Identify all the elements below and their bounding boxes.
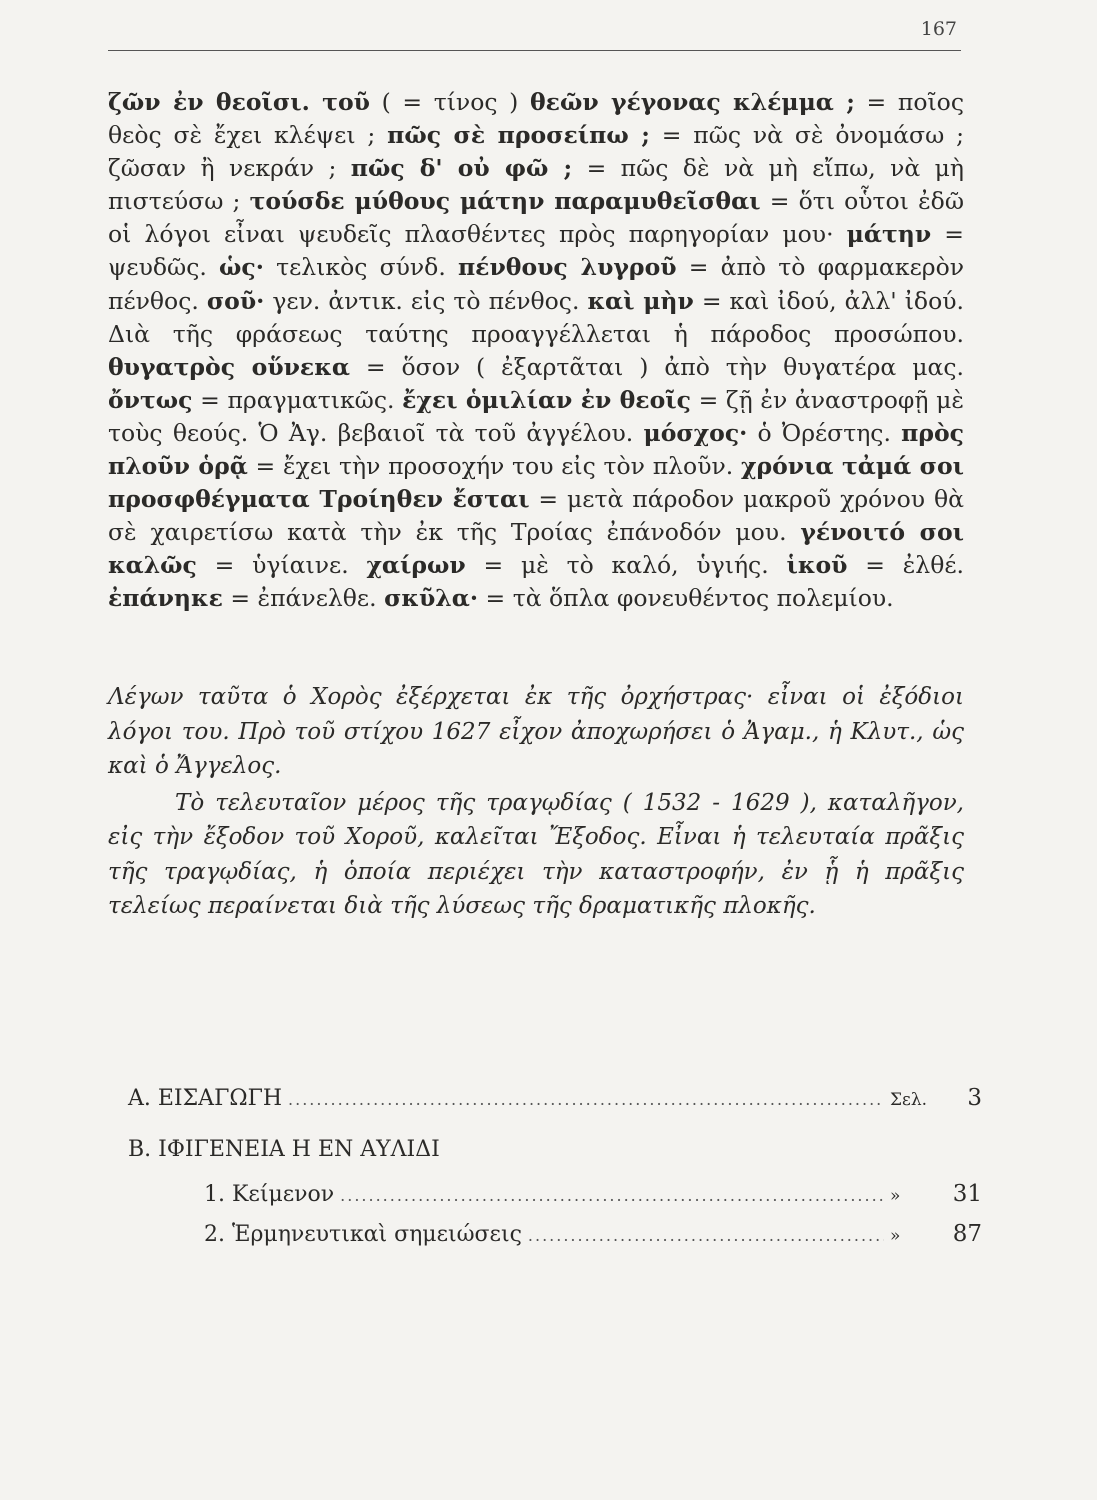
toc-section-iphigenia xyxy=(128,1137,982,1181)
narrative-block xyxy=(108,680,964,924)
gloss: = ἔχει τὴν προσοχήν του εἰς τὸν πλοῦν. xyxy=(247,452,741,481)
lemma: πῶς σὲ προσείπω ; xyxy=(387,121,650,150)
gloss: = πῶς δὲ νὰ μὴ εἴπω, νὰ μὴ πιστεύσω ; xyxy=(108,154,964,216)
toc-page-ref: Σελ. xyxy=(890,1090,928,1110)
toc-label: 1. Κείμενον xyxy=(204,1182,335,1207)
gloss: = πραγματικῶς. xyxy=(192,385,403,414)
gloss: = μὲ τὸ καλό, ὑγιής. xyxy=(465,551,787,580)
gloss: = ὑγίαινε. xyxy=(196,551,367,580)
page-number: 167 xyxy=(920,18,957,40)
gloss: γεν. ἀντικ. εἰς τὸ πένθος. xyxy=(264,286,588,315)
lemma: σοῦ· xyxy=(206,286,265,315)
lemma: πένθους λυγροῦ xyxy=(457,253,677,282)
gloss: = ὅτι οὗτοι ἐδῶ οἱ λόγοι εἶναι ψευδεῖς πλασθέντες πρὸς παρηγορίαν μου· xyxy=(108,187,964,249)
gloss: = ὅσον ( ἐξαρτᾶται ) ἀπὸ τὴν θυγατέρα μας. xyxy=(349,352,964,381)
lemma: θεῶν γέγονας κλέμμα ; xyxy=(529,88,855,116)
header-rule xyxy=(108,50,961,51)
lemma: ὡς· xyxy=(219,253,264,282)
gloss: = ἐπάνελθε. xyxy=(222,584,385,613)
lemma: ἔχει ὁμιλίαν ἐν θεοῖς xyxy=(402,385,691,414)
gloss: = ἀπὸ τὸ φαρμακερὸν πένθος. xyxy=(108,253,964,315)
lemma: χρόνια τἀμά σοι προσφθέγματα Τροίηθεν ἔσται xyxy=(108,452,964,514)
lemma: πρὸς πλοῦν ὁρᾷ xyxy=(108,418,964,481)
lemma: πῶς δ' οὐ φῶ ; xyxy=(350,154,573,183)
lemma: ζῶν ἐν θεοῖσι. τοῦ xyxy=(108,88,370,116)
gloss: τελικὸς σύνδ. xyxy=(263,253,458,282)
lemma: γένοιτό σοι καλῶς xyxy=(108,518,964,580)
lemma: ἱκοῦ xyxy=(786,551,848,580)
commentary-text xyxy=(108,86,964,616)
lemma: μόσχος· xyxy=(643,418,748,447)
gloss: = καὶ ἰδού, ἀλλ' ἰδού. Διὰ τῆς φράσεως ταύτης προαγγέλλεται ἡ πάροδος προσώπου. xyxy=(108,286,964,348)
gloss: ὁ Ὀρέστης. xyxy=(747,418,902,447)
toc-entry-introduction xyxy=(128,1085,982,1125)
toc-label: Β. ΙΦΙΓΕΝΕΙΑ Η ΕΝ ΑΥΛΙΔΙ xyxy=(128,1137,440,1162)
gloss: = πῶς νὰ σὲ ὀνομάσω ; ζῶσαν ἢ νεκράν ; xyxy=(108,121,965,183)
toc-label: Α. ΕΙΣΑΓΩΓΗ xyxy=(128,1086,283,1111)
dot-leader xyxy=(288,1090,884,1109)
toc-page-ref: » xyxy=(890,1226,901,1246)
toc-page-number: 31 xyxy=(952,1181,982,1207)
narrative-paragraph-2: Τὸ τελευταῖον μέρος τῆς τραγῳδίας ( 1532 - 1629 ), καταλῆγον, εἰς τὴν ἔξοδον τοῦ Χοροῦ, καλεῖται Ἔξοδος. Εἶναι ἡ τελευταία πρᾶξις τῆς τραγῳδίας, ἡ ὁποία περιέχει τὴν καταστροφήν, ἐν ᾗ ἡ πρᾶξις τελείως περαίνεται διὰ τῆς λύσεως τῆς δραματικῆς πλοκῆς. xyxy=(108,789,964,919)
toc-entry-text xyxy=(128,1181,982,1221)
lemma: τούσδε μύθους μάτην παραμυθεῖσθαι xyxy=(249,187,761,216)
gloss: = μετὰ πάροδον μακροῦ χρόνου θὰ σὲ χαιρετίσω κατὰ τὴν ἐκ τῆς Τροίας ἐπάνοδόν μου. xyxy=(108,485,964,547)
toc-page-ref: » xyxy=(890,1186,901,1206)
lemma: ὄντως xyxy=(108,385,193,414)
lemma: θυγατρὸς οὕνεκα xyxy=(108,352,350,381)
toc-label: 2. Ἑρμηνευτικαὶ σημειώσεις xyxy=(204,1222,522,1247)
gloss: = ζῇ ἐν ἀναστροφῇ μὲ τοὺς θεούς. Ὁ Ἀγ. βεβαιοῖ τὰ τοῦ ἀγγέλου. xyxy=(108,385,964,447)
lemma: χαίρων xyxy=(366,551,466,580)
lemma: ἐπάνηκε xyxy=(108,584,223,613)
toc-page-number: 87 xyxy=(952,1221,982,1247)
narrative-paragraph-1: Λέγων ταῦτα ὁ Χορὸς ἐξέρχεται ἐκ τῆς ὀρχήστρας· εἶναι οἱ ἐξόδιοι λόγοι του. Πρὸ τοῦ στίχου 1627 εἶχον ἀποχωρήσει ὁ Ἀγαμ., ἡ Κλυτ., ὡς καὶ ὁ Ἄγγελος. xyxy=(108,684,964,779)
lemma: μάτην xyxy=(846,220,932,249)
toc-page-number: 3 xyxy=(967,1085,982,1111)
gloss: = ποῖος θεὸς σὲ ἔχει κλέψει ; xyxy=(108,88,964,150)
gloss: = τὰ ὅπλα φονευθέντος πολεμίου. xyxy=(478,584,894,613)
gloss: = ψευδῶς. xyxy=(108,220,964,282)
table-of-contents xyxy=(128,1085,982,1261)
lemma: καὶ μὴν xyxy=(587,286,694,315)
gloss: ( = τίνος ) xyxy=(369,88,530,116)
dot-leader xyxy=(340,1186,884,1205)
gloss: = ἐλθέ. xyxy=(847,551,964,580)
toc-entry-notes xyxy=(128,1221,982,1261)
dot-leader xyxy=(528,1226,884,1245)
lemma: σκῦλα· xyxy=(384,584,479,613)
